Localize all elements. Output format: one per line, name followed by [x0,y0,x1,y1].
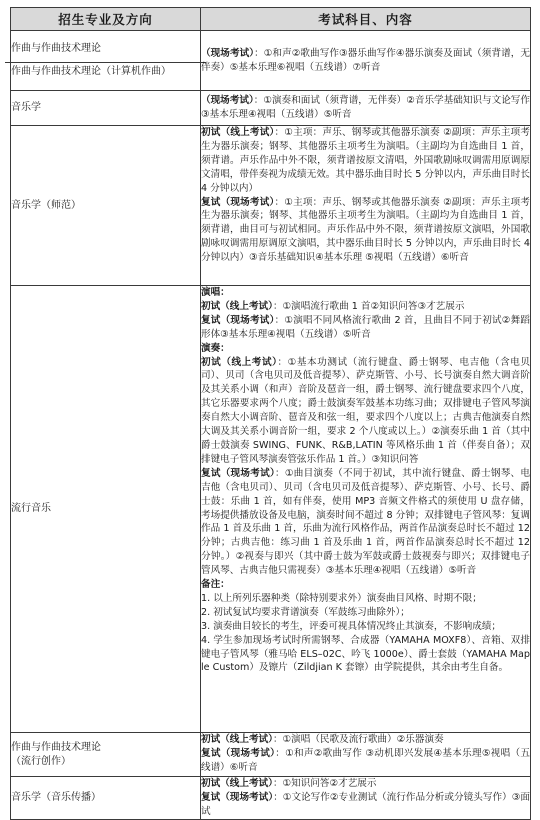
table-row [11,286,531,733]
exam-stage-label: 复试（现场考试） [201,791,274,803]
exam-stage-label: 复试（现场考试） [201,747,276,759]
exam-stage-label: 初试（线上考试） [201,127,275,138]
subject-line [201,747,530,775]
subject-line [201,606,530,620]
major-cell [11,31,201,91]
exam-stage-label: 复试（现场考试） [201,196,275,208]
major-name: 音乐学（师范） [11,199,81,211]
exam-stage-label: （现场考试） [201,47,255,59]
subjects-cell [201,286,531,733]
subject-line [201,286,530,300]
admission-table [10,7,531,820]
major-cell [11,733,201,777]
major-name: 作曲与作曲技术理论 [11,43,101,54]
major-name: 流行音乐 [11,503,51,514]
table-header-row [11,8,531,31]
exam-stage-label: 初试（线上考试） [201,778,273,789]
subject-line [201,94,530,122]
exam-stage-label: 演奏： [201,342,230,354]
exam-content: ：①主项：声乐、钢琴或其他器乐演奏 ②副项：声乐主项考生为器乐演奏；钢琴、其他器乐主项考生为演唱。（主副均为自选曲目 1 首，须背谱，曲目可与初试相同。声乐作品中外不限，须背谱按原文演唱，外国歌剧咏叹调需用原调原文演唱，其中器乐曲目时长 5 分钟以内，声乐曲目时长 4 分钟以内）③音乐基础知识④基本乐理 ⑤视唱（五线谱）⑥听音 [201,196,530,264]
exam-content: ：①知识问答②才艺展示 [272,778,377,789]
subject-line [201,592,530,606]
subject-line [201,777,530,791]
subject-line [201,342,530,356]
exam-content: ：①主项：声乐、钢琴或其他器乐演奏 ②副项：声乐主项考生为器乐演奏；钢琴、其他器乐主项考生为演唱。（主副均为自选曲目 1 首，须背谱。声乐作品中外不限，须背谱按原文清唱，外国歌剧咏叹调需用原调原文清唱，带伴奏视为成绩无效。其中器乐曲目时长 5 分钟以内，声乐曲目时长 4 分钟以内） [201,127,530,194]
subject-line [201,634,530,676]
exam-content: 3. 演奏曲目较长的考生，评委可视具体情况终止其演奏，不影响成绩； [201,620,502,632]
subject-line [201,791,530,819]
subjects-cell [201,733,531,777]
subjects-cell [201,126,531,286]
exam-stage-label: 备注： [201,579,230,591]
subject-line [201,578,530,592]
exam-stage-label: 复试（现场考试） [201,467,276,479]
subject-line [201,733,530,747]
table-row [11,126,531,286]
subject-line [201,47,530,75]
exam-stage-label: 初试（线上考试） [201,734,273,745]
table-row [11,91,531,126]
major-cell [11,126,201,286]
table-row [11,31,531,91]
subject-line [201,300,530,314]
subject-line [201,126,530,196]
table-row [11,733,531,777]
exam-content: ：①演奏和面试（须背谱，无伴奏）②音乐学基础知识与文论写作③基本乐理④视唱（五线谱）⑤听音 [201,95,530,120]
exam-stage-label: 复试（现场考试） [201,314,275,326]
exam-content: ：①演唱流行歌曲 1 首②知识问答③才艺展示 [272,300,465,312]
subject-line [201,196,530,266]
exam-stage-label: 初试（线上考试） [201,300,273,312]
major-cell [11,777,201,820]
major-name: 作曲与作曲技术理论（计算机作曲） [5,62,206,79]
exam-content: ：①基本功测试（流行键盘、爵士钢琴、电吉他（含电贝司）、贝司（含电贝司及低音提琴）、萨克斯管、小号、长号演奏自然大调音阶及其关系小调（和声）音阶及琶音一组，爵士钢琴、流行键盘要求四个八度，其它乐器要求两个八度；爵士鼓演奏军鼓基本功练习曲；双排键电子管风琴演奏自然大小调音阶、琶音及和弦一组，要求四个八度以上；古典吉他演奏自然大调及其关系小调音阶一组，要求 2 个八度或以上。）②演奏乐曲 1 首（其中爵士鼓演奏 SWING、FUNK、R&B,LATIN 等风格乐曲 1 首（伴奏自备）；双排键电子管风琴演奏管弦乐作品 1 首。）③知识问答 [201,356,530,465]
major-name: 音乐学（音乐传播） [11,791,101,803]
subjects-cell [201,91,531,126]
subjects-cell [201,777,531,820]
exam-stage-label: （现场考试） [201,95,254,107]
exam-content: ：①和声②歌曲写作③器乐曲写作④器乐演奏及面试（须背谱，无伴奏）⑤基本乐理⑥视唱（五线谱）⑦听音 [201,47,531,73]
major-name: （流行创作） [11,755,71,767]
subjects-cell [201,31,531,91]
exam-content: ：①演唱（民歌及流行歌曲）②乐器演奏 [272,734,444,745]
major-name: 音乐学 [11,102,41,113]
exam-content: ：①演唱不同风格流行歌曲 2 首，且曲目不同于初试②舞蹈形体③基本乐理④视唱（五线谱）⑤听音 [201,314,530,340]
exam-content: 2. 初试复试均要求背谱演奏（军鼓练习曲除外）； [201,606,410,618]
major-cell [11,286,201,733]
subject-line [201,356,530,467]
exam-content: ：①曲目演奏（不同于初试，其中流行键盘、爵士钢琴、电吉他（含电贝司）、贝司（含电贝司及低音提琴）、萨克斯管、小号、长号、爵士鼓：乐曲 1 首，如有伴奏，使用 MP3 音频文件格式的须使用 U 盘存储，考场提供播放设备及电脑，演奏时间不超过 8 分钟；双排键电子管风琴：复调作品 1 首及乐曲 1 首，乐曲为流行风格作品，两首作品演奏总时长不超过 12 分钟；古典吉他：练习曲 1 首及乐曲 1 首，两首作品演奏总时长不超过 12 分钟。）②视奏与即兴（其中爵士鼓为军鼓或爵士鼓视奏与即兴；双排键电子管风琴、古典吉他只需视奏）③基本乐理④视唱（五线谱）⑤听音 [201,467,531,577]
major-name: 作曲与作曲技术理论 [11,741,101,753]
exam-stage-label: 初试（线上考试） [201,356,278,368]
table-body [11,31,531,820]
subject-line [201,620,530,634]
subject-line [201,467,530,578]
exam-content: 1. 以上所列乐器种类（除特别要求外）演奏曲目风格、时期不限； [201,592,482,604]
exam-stage-label: 演唱： [201,287,230,298]
header-subjects: 考试科目、内容 [201,8,531,31]
exam-content: 4. 学生参加现场考试时所需钢琴、合成器（YAMAHA MOXF8）、音箱、双排键电子管风琴（雅马哈 ELS–02C、吟飞 1000e）、爵士套鼓（YAMAHA Maple Custom）及镲片（Zildjian K 套镲）由学院提供，其余由考生自备。 [201,634,530,674]
exam-content: ：①和声②歌曲写作 ③动机即兴发展④基本乐理⑤视唱（五线谱）⑥听音 [201,747,531,773]
exam-content: ：①文论写作②专业测试（流行作品分析或分镜头写作）③面试 [201,791,530,817]
table-row [11,777,531,820]
major-cell [11,91,201,126]
header-major: 招生专业及方向 [11,8,201,31]
subject-line [201,314,530,342]
